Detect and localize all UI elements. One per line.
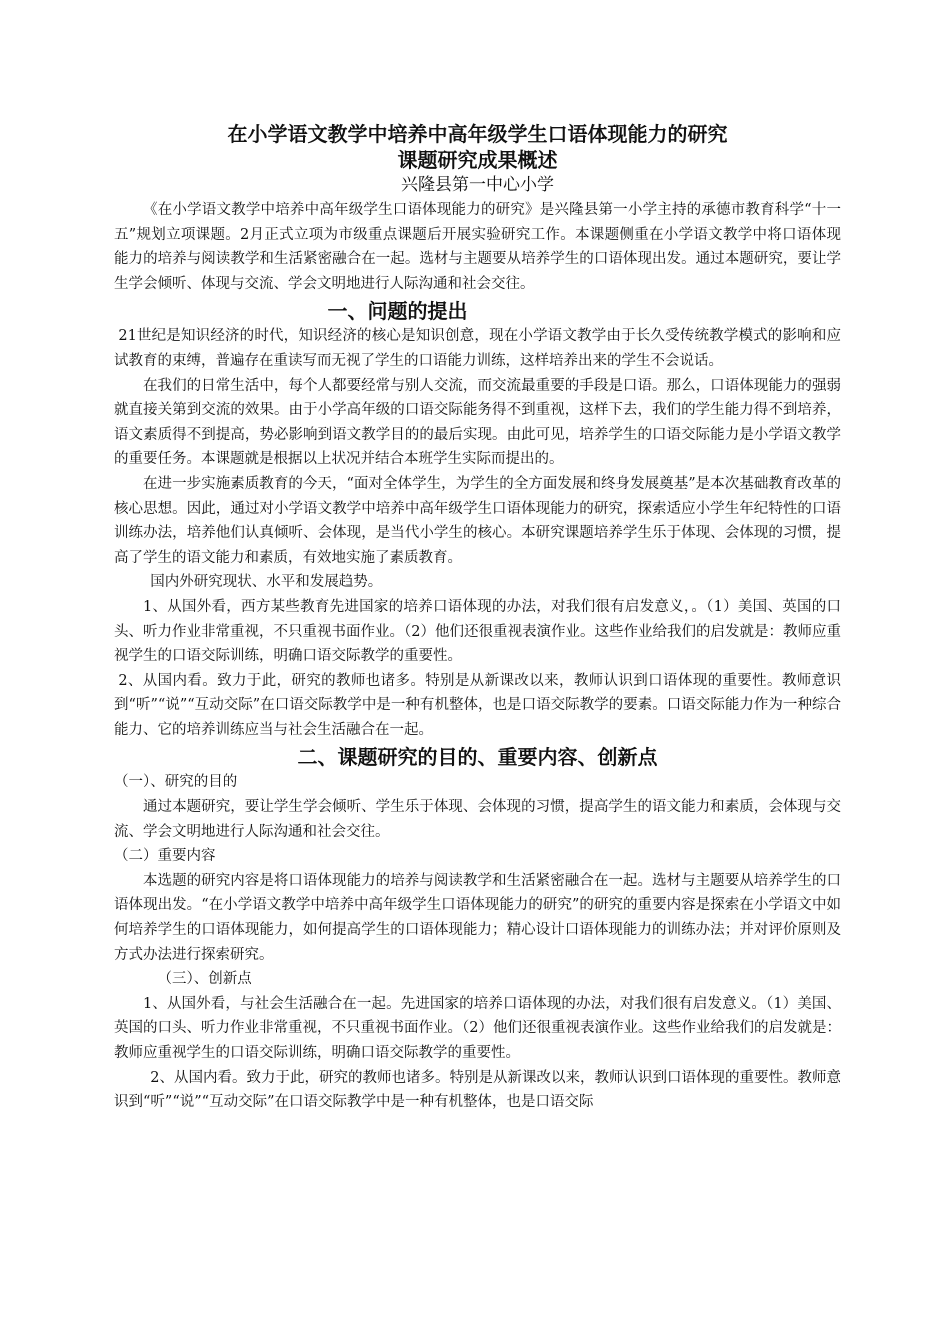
author-line: 兴隆县第一中心小学 bbox=[401, 175, 554, 195]
intro-paragraph: 《在小学语文教学中培养中高年级学生口语体现能力的研究》是兴隆县第一小学主持的承德市教育科学“十一五”规划立项课题。2月正式立项为市级重点课题后开展实验研究工作。本课题侧重在小学语文教学中将口语体现能力的培养与阅读教学和生活紧密融合在一起。选材与主题要从培养学生的口语体现出发。通过本题研究，要让学生学会倾听、体现与交流、学会文明地进行人际沟通和社会交往。 bbox=[114, 202, 841, 292]
section-2-paragraph: 2、从国内看。致力于此，研究的教师也诸多。特别是从新课改以来，教师认识到口语体现的重要性。教师意识到“听”“说”“互动交际”在口语交际教学中是一种有机整体，也是口语交际 bbox=[114, 1069, 841, 1111]
section-1-paragraph: 在我们的日常生活中，每个人都要经常与别人交流，而交流最重要的手段是口语。那么，口语体现能力的强弱就直接关第到交流的效果。由于小学高年级的口语交际能务得不到重视，这样下去，我们的学生能力得不到培养，语文素质得不到提高，势必影响到语文教学目的的最后实现。由此可见，培养学生的口语交际能力是小学语文教学的重要任务。本课题就是根据以上状况并结合本班学生实际而提出的。 bbox=[114, 377, 841, 468]
section-2-paragraph: 通过本题研究，要让学生学会倾听、学生乐于体现、会体现的习惯，提高学生的语文能力和素质，会体现与交流、学会文明地进行人际沟通和社会交往。 bbox=[114, 799, 841, 840]
section-1-paragraph: 21世纪是知识经济的时代，知识经济的核心是知识创意，现在小学语文教学由于长久受传统教学模式的影响和应试教育的束缚，普遍存在重读写而无视了学生的口语能力训练，这样培养出来的学生不会说话。 bbox=[114, 328, 841, 369]
subsection-heading: （一）、研究的目的 bbox=[114, 774, 238, 791]
section-1-paragraph: 2、从国内看。致力于此，研究的教师也诸多。特别是从新课改以来，教师认识到口语体现的重要性。教师意识到“听”“说”“互动交际”在口语交际教学中是一种有机整体，也是口语交际教学的要素。口语交际能力作为一种综合能力、它的培养训练应当与社会生活融合在一起。 bbox=[114, 672, 841, 738]
section-2-heading: 二、课题研究的目的、重要内容、创新点 bbox=[297, 745, 658, 770]
section-1-paragraph: 在进一步实施素质教育的今天，“面对全体学生，为学生的全方面发展和终身发展奠基”是本次基础教育改革的核心思想。因此，通过对小学语文教学中培养中高年级学生口语体现能力的研究，探索适应小学生年纪特性的口语训练办法，培养他们认真倾听、会体现，是当代小学生的核心。本研究课题培养学生乐于体现、会体现的习惯，提高了学生的语文能力和素质，有效地实施了素质教育。 bbox=[114, 475, 841, 566]
document-body bbox=[114, 121, 841, 1115]
section-1-paragraph: 1、从国外看，西方某些教育先进国家的培养口语体现的办法，对我们很有启发意义，。（1）美国、英国的口头、听力作业非常重视，不只重视书面作业。（2）他们还很重视表演作业。这些作业给我们的启发就是：教师应重视学生的口语交际训练，明确口语交际教学的重要性。 bbox=[114, 598, 841, 665]
section-2-paragraph: 1、从国外看，与社会生活融合在一起。先进国家的培养口语体现的办法，对我们很有启发意义。（1）美国、英国的口头、听力作业非常重视，不只重视书面作业。（2）他们还很重视表演作业。这些作业给我们的启发就是：教师应重视学生的口语交际训练，明确口语交际教学的重要性。 bbox=[114, 995, 841, 1061]
section-1-heading: 一、问题的提出 bbox=[327, 299, 468, 324]
subsection-heading: （三）、创新点 bbox=[157, 971, 252, 988]
subsection-heading: （二）重要内容 bbox=[114, 848, 216, 865]
section-1-paragraph: 国内外研究现状、水平和发展趋势。 bbox=[150, 574, 383, 591]
document-title: 在小学语文教学中培养中高年级学生口语体现能力的研究 bbox=[227, 122, 728, 146]
section-2-paragraph: 本选题的研究内容是将口语体现能力的培养与阅读教学和生活紧密融合在一起。选材与主题要从培养学生的口语体现出发。“在小学语文教学中培养中高年级学生口语体现能力的研究”的研究的重要内容是探索在小学语文中如何培养学生的口语体现能力，如何提高学生的口语体现能力；精心设计口语体现能力的训练办法；并对评价原则及方式办法进行探索研究。 bbox=[114, 872, 841, 963]
document-subtitle: 课题研究成果概述 bbox=[397, 148, 558, 172]
